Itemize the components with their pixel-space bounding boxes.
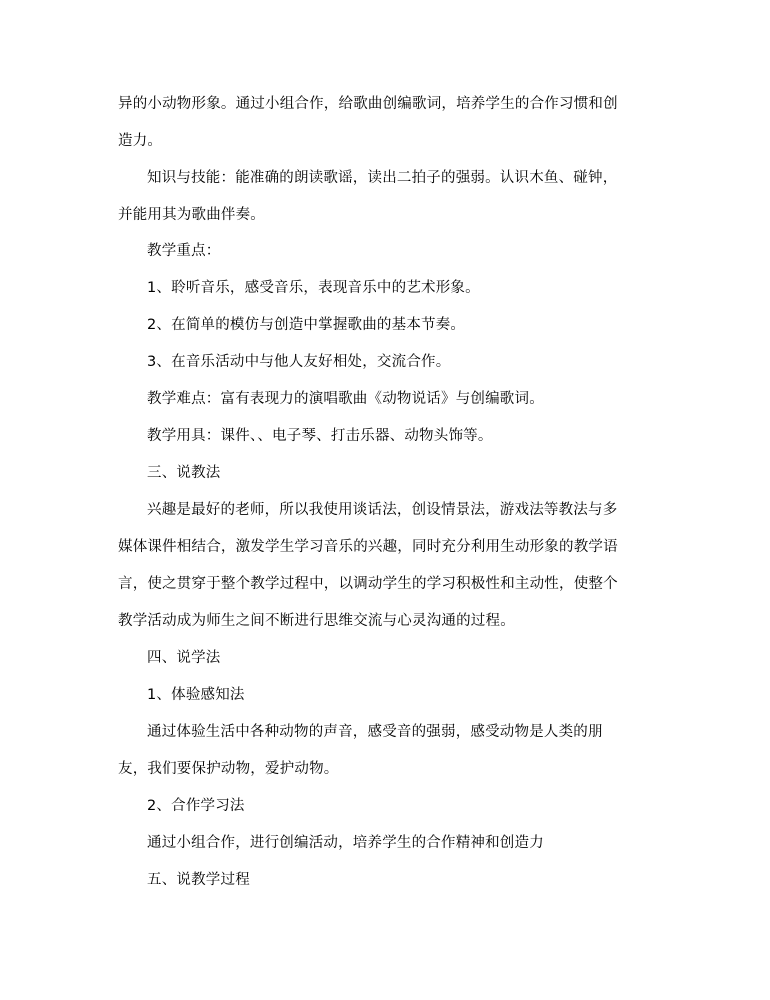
list-item: 1、聆听音乐，感受音乐，表现音乐中的艺术形象。 [147,280,480,296]
text-line: 通过小组合作，进行创编活动，培养学生的合作精神和创造力 [147,835,544,851]
section-heading: 三、说教法 [147,465,221,481]
text-line: 教学活动成为师生之间不断进行思维交流与心灵沟通的过程。 [118,613,515,629]
text-line: 教学难点：富有表现力的演唱歌曲《动物说话》与创编歌词。 [147,391,544,407]
list-item: 1、体验感知法 [147,687,245,703]
section-heading: 四、说学法 [147,650,221,666]
section-heading: 教学重点： [147,243,221,259]
list-item: 2、合作学习法 [147,798,245,814]
list-item: 2、在简单的模仿与创造中掌握歌曲的基本节奏。 [147,317,466,333]
text-line: 教学用具：课件、、电子琴、打击乐器、动物头饰等。 [147,428,493,444]
text-line: 异的小动物形象。通过小组合作，给歌曲创编歌词，培养学生的合作习惯和创 [118,96,618,112]
section-heading: 五、说教学过程 [147,872,250,888]
list-item: 3、在音乐活动中与他人友好相处，交流合作。 [147,354,451,370]
text-line: 通过体验生活中各种动物的声音，感受音的强弱，感受动物是人类的朋 [147,724,603,740]
text-line: 言，使之贯穿于整个教学过程中，以调动学生的学习积极性和主动性，使整个 [118,576,618,592]
text-line: 并能用其为歌曲伴奏。 [118,207,265,223]
text-line: 造力。 [118,133,163,149]
text-line: 媒体课件相结合，激发学生学习音乐的兴趣，同时充分利用生动形象的教学语 [118,539,618,555]
text-line: 兴趣是最好的老师，所以我使用谈话法，创设情景法，游戏法等教法与多 [147,502,618,518]
text-line: 友，我们要保护动物，爱护动物。 [118,761,339,777]
text-line: 知识与技能：能准确的朗读歌谣，读出二拍子的强弱。认识木鱼、碰钟， [147,170,618,186]
